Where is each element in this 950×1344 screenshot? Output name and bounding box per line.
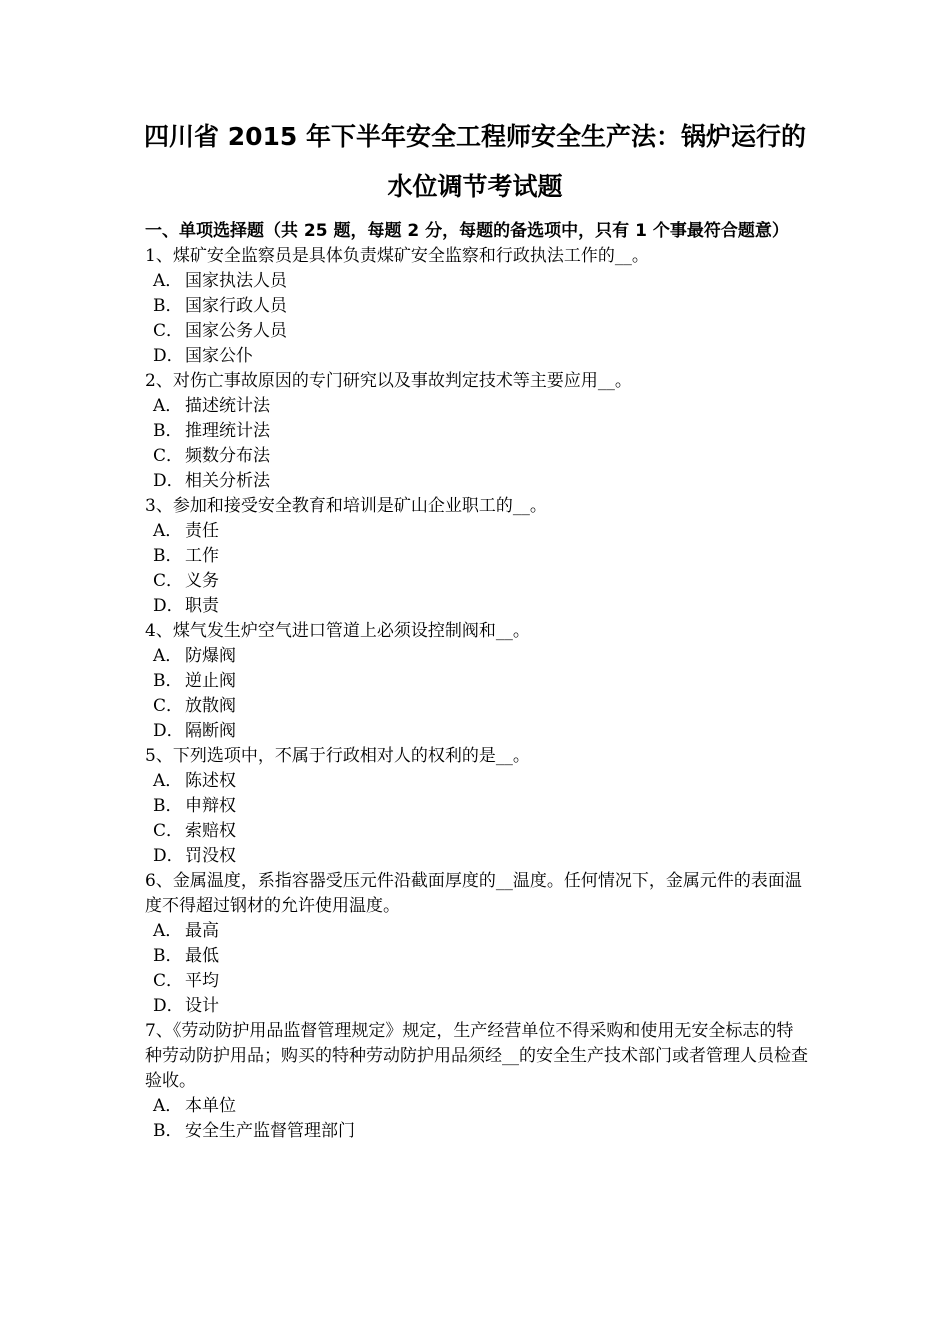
option-letter: A． <box>153 921 183 941</box>
answer-option <box>145 794 810 819</box>
option-text: 国家执法人员 <box>185 271 287 291</box>
question-item <box>145 494 810 619</box>
option-text: 描述统计法 <box>185 396 270 416</box>
option-text: 安全生产监督管理部门 <box>185 1121 355 1141</box>
option-letter: A． <box>153 396 183 416</box>
option-letter: C． <box>153 446 184 466</box>
answer-option <box>145 819 810 844</box>
option-text: 申辩权 <box>185 796 236 816</box>
answer-option <box>145 644 810 669</box>
question-item <box>145 1019 810 1144</box>
option-letter: A． <box>153 646 183 666</box>
answer-option <box>145 319 810 344</box>
option-letter: B． <box>153 946 183 966</box>
answer-option <box>145 294 810 319</box>
answer-option <box>145 919 810 944</box>
option-text: 国家公务人员 <box>185 321 287 341</box>
option-letter: B． <box>153 671 183 691</box>
option-letter: C． <box>153 321 184 341</box>
option-text: 平均 <box>185 971 219 991</box>
document-title-line-1: 四川省 2015 年下半年安全工程师安全生产法：锅炉运行的 <box>144 122 806 151</box>
question-list <box>145 244 810 1144</box>
option-text: 相关分析法 <box>185 471 270 491</box>
answer-option <box>145 444 810 469</box>
answer-option <box>145 719 810 744</box>
question-stem: 5、下列选项中，不属于行政相对人的权利的是__。 <box>145 746 530 766</box>
option-text: 逆止阀 <box>185 671 236 691</box>
option-text: 工作 <box>185 546 219 566</box>
option-letter: C． <box>153 821 184 841</box>
answer-option <box>145 469 810 494</box>
document-body <box>145 219 810 1144</box>
document-title-line-2: 水位调节考试题 <box>387 172 563 201</box>
question-stem: 3、参加和接受安全教育和培训是矿山企业职工的__。 <box>145 496 547 516</box>
answer-option <box>145 669 810 694</box>
answer-option <box>145 519 810 544</box>
option-text: 最高 <box>185 921 219 941</box>
answer-option <box>145 944 810 969</box>
option-text: 推理统计法 <box>185 421 270 441</box>
question-stem: 6、金属温度，系指容器受压元件沿截面厚度的__温度。任何情况下，金属元件的表面温度不得超过钢材的允许使用温度。 <box>145 871 802 916</box>
option-letter: B． <box>153 421 183 441</box>
option-letter: D． <box>153 996 184 1016</box>
answer-option <box>145 419 810 444</box>
option-letter: B． <box>153 1121 183 1141</box>
option-text: 放散阀 <box>185 696 236 716</box>
option-letter: A． <box>153 1096 183 1116</box>
answer-option <box>145 544 810 569</box>
option-letter: A． <box>153 521 183 541</box>
question-item <box>145 244 810 369</box>
option-text: 罚没权 <box>185 846 236 866</box>
answer-option <box>145 694 810 719</box>
option-text: 陈述权 <box>185 771 236 791</box>
question-item <box>145 744 810 869</box>
option-text: 最低 <box>185 946 219 966</box>
option-text: 国家公仆 <box>185 346 253 366</box>
option-text: 索赔权 <box>185 821 236 841</box>
question-stem: 7、《劳动防护用品监督管理规定》规定，生产经营单位不得采购和使用无安全标志的特种劳动防护用品；购买的特种劳动防护用品须经__的安全生产技术部门或者管理人员检查验收。 <box>145 1021 808 1091</box>
option-letter: C． <box>153 571 184 591</box>
option-letter: D． <box>153 596 184 616</box>
option-letter: D． <box>153 471 184 491</box>
question-stem: 4、煤气发生炉空气进口管道上必须设控制阀和__。 <box>145 621 530 641</box>
option-text: 设计 <box>185 996 219 1016</box>
answer-option <box>145 394 810 419</box>
answer-option <box>145 269 810 294</box>
option-text: 防爆阀 <box>185 646 236 666</box>
option-letter: A． <box>153 771 183 791</box>
answer-option <box>145 844 810 869</box>
answer-option <box>145 594 810 619</box>
option-letter: C． <box>153 971 184 991</box>
option-letter: A． <box>153 271 183 291</box>
option-text: 隔断阀 <box>185 721 236 741</box>
option-letter: B． <box>153 296 183 316</box>
option-letter: B． <box>153 546 183 566</box>
answer-option <box>145 769 810 794</box>
option-text: 职责 <box>185 596 219 616</box>
option-letter: D． <box>153 346 184 366</box>
option-letter: B． <box>153 796 183 816</box>
section-heading: 一、单项选择题（共 25 题，每题 2 分，每题的备选项中，只有 1 个事最符合题意） <box>145 221 789 241</box>
option-letter: D． <box>153 846 184 866</box>
option-text: 频数分布法 <box>185 446 270 466</box>
question-item <box>145 369 810 494</box>
option-letter: D． <box>153 721 184 741</box>
answer-option <box>145 1119 810 1144</box>
question-item <box>145 619 810 744</box>
answer-option <box>145 994 810 1019</box>
answer-option <box>145 569 810 594</box>
question-item <box>145 869 810 1019</box>
question-stem: 2、对伤亡事故原因的专门研究以及事故判定技术等主要应用__。 <box>145 371 632 391</box>
answer-option <box>145 1094 810 1119</box>
question-stem: 1、煤矿安全监察员是具体负责煤矿安全监察和行政执法工作的__。 <box>145 246 649 266</box>
option-text: 国家行政人员 <box>185 296 287 316</box>
option-letter: C． <box>153 696 184 716</box>
answer-option <box>145 344 810 369</box>
option-text: 义务 <box>185 571 219 591</box>
option-text: 责任 <box>185 521 219 541</box>
answer-option <box>145 969 810 994</box>
option-text: 本单位 <box>185 1096 236 1116</box>
